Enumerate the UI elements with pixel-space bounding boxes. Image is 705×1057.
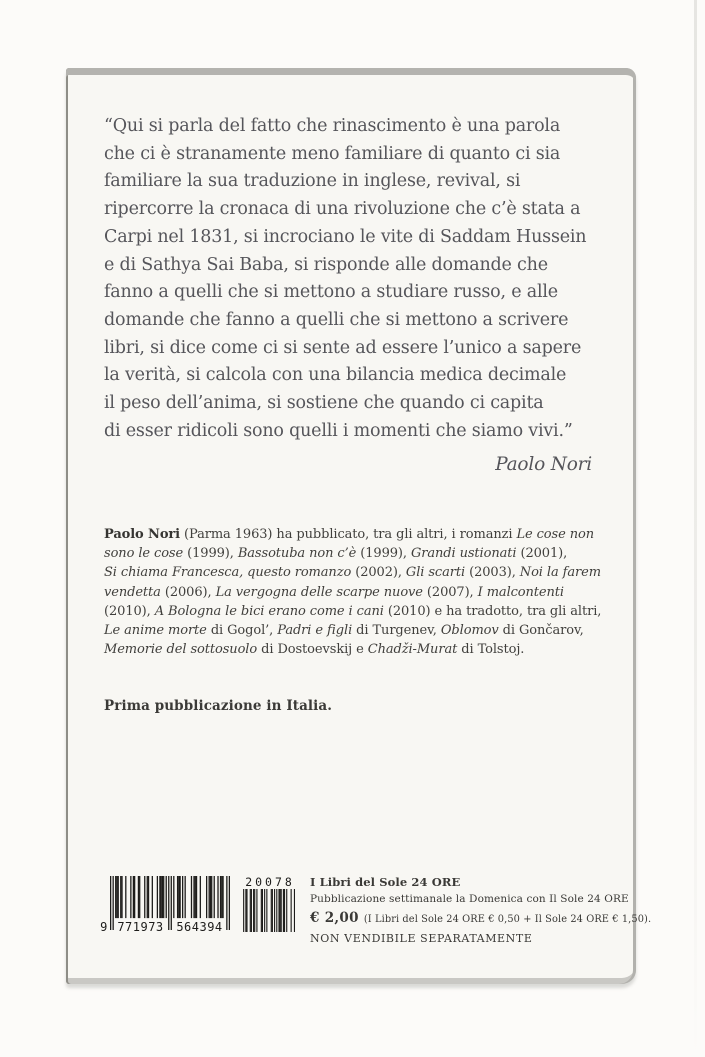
- author-bio: [104, 525, 602, 659]
- quote-line: libri, si dice come ci si sente ad essere l’unico a sapere: [104, 337, 582, 358]
- addon-barcode-number: 20078: [245, 875, 295, 889]
- quote-line: domande che fanno a quelli che si mettono a scrivere: [104, 309, 569, 330]
- quote-line: e di Sathya Sai Baba, si risponde alle domande che: [104, 254, 548, 275]
- bio-line: Le anime morte di Gogol’, Padri e figli di Turgenev, Oblomov di Gončarov,: [104, 623, 584, 639]
- quote-line: ripercorre la cronaca di una rivoluzione che c’è stata a: [104, 199, 581, 220]
- quote-attribution: Paolo Nori: [495, 454, 592, 476]
- bio-line: sono le cose (1999), Bassotuba non c’è (1999), Grandi ustionati (2001),: [104, 546, 568, 562]
- quote-line: Carpi nel 1831, si incrociano le vite di Saddam Hussein: [104, 226, 587, 247]
- barcode-digit-group: 9: [100, 920, 108, 934]
- price-line: [310, 908, 652, 929]
- issue-addon-barcode: [242, 875, 295, 932]
- bio-line: vendetta (2006), La vergogna delle scarpe nuove (2007), I malcontenti: [104, 584, 564, 600]
- bio-line: Paolo Nori (Parma 1963) ha pubblicato, tra gli altri, i romanzi Le cose non: [104, 527, 595, 542]
- bio-line: Memorie del sottosuolo di Dostoevskij e Chadži-Murat di Tolstoj.: [104, 642, 525, 658]
- quote-line: che ci è stranamente meno familiare di quanto ci sia: [104, 143, 561, 164]
- barcode-digit-group: 771973: [117, 920, 164, 934]
- bio-line: (2010), A Bologna le bici erano come i cani (2010) e ha tradotto, tra gli altri,: [104, 603, 602, 619]
- bio-paragraph: [104, 525, 602, 659]
- publisher-info: [310, 874, 652, 948]
- scan-edge-shadow: [694, 0, 697, 1057]
- publisher-distribution-line: Pubblicazione settimanale la Domenica con Il Sole 24 ORE: [310, 893, 629, 905]
- ean5-barcode-icon: [242, 889, 295, 932]
- quote-line: fanno a quelli che si mettono a studiare russo, e alle: [104, 282, 558, 303]
- quote-text: [104, 113, 592, 445]
- publisher-series-name: I Libri del Sole 24 ORE: [310, 875, 461, 889]
- quote-line: di esser ridicoli sono quelli i momenti che siamo vivi.”: [104, 420, 573, 441]
- issn-barcode: [100, 876, 230, 940]
- price-breakdown: (I Libri del Sole 24 ORE € 0,50 + Il Sole 24 ORE € 1,50).: [363, 914, 652, 925]
- not-sold-separately-notice: NON VENDIBILE SEPARATAMENTE: [310, 932, 533, 945]
- first-publication-note: Prima pubblicazione in Italia.: [104, 698, 333, 714]
- quote-line: familiare la sua traduzione in inglese, revival, si: [104, 171, 521, 192]
- back-cover-quote: [104, 113, 592, 479]
- quote-line: il peso dell’anima, si sostiene che quando ci capita: [104, 393, 544, 414]
- price-value: € 2,00: [310, 910, 359, 926]
- quote-line: la verità, si calcola con una bilancia medica decimale: [104, 365, 567, 386]
- barcode-digit-group: 564394: [176, 920, 223, 934]
- bio-line: Si chiama Francesca, questo romanzo (2002), Gli scarti (2003), Noi la farem: [104, 565, 601, 581]
- book-back-cover: [66, 68, 652, 984]
- quote-line: “Qui si parla del fatto che rinascimento è una parola: [104, 116, 561, 136]
